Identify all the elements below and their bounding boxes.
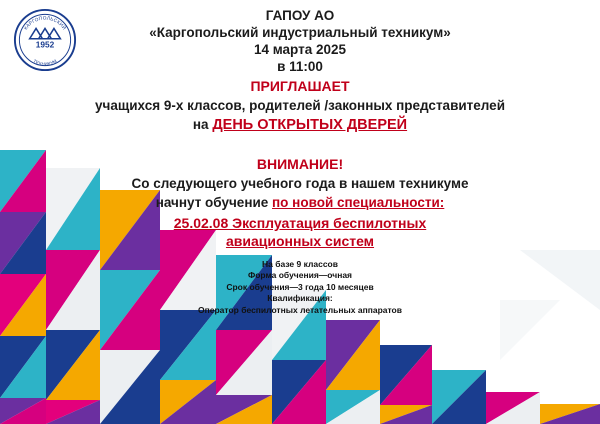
organization-short-name: ГАПОУ АО xyxy=(265,8,335,23)
next-year-plain-text: начнут обучение xyxy=(155,194,273,210)
program-details-list xyxy=(0,259,600,316)
event-date: 14 марта 2025 xyxy=(253,41,347,57)
new-specialty-accent: по новой специальности: xyxy=(272,194,445,210)
svg-text:КАРГОПОЛЬСКИЙ: КАРГОПОЛЬСКИЙ xyxy=(23,16,67,32)
open-day-line xyxy=(0,117,600,134)
svg-text:1952: 1952 xyxy=(35,39,55,50)
next-year-line-1: Со следующего учебного года в нашем техникуме xyxy=(131,175,469,191)
target-audience: учащихся 9-х классов, родителей /законных представителей xyxy=(94,98,505,114)
institution-logo-icon xyxy=(13,8,77,72)
event-time: в 11:00 xyxy=(277,58,323,74)
next-year-line-2 xyxy=(0,195,600,211)
open-day-title: ДЕНЬ ОТКРЫТЫХ ДВЕРЕЙ xyxy=(212,117,408,134)
specialty-code-and-name: 25.02.08 Эксплуатация беспилотных xyxy=(173,214,427,231)
detail-item: Срок обучения—3 года 10 месяцев xyxy=(226,281,374,292)
specialty-name-continued: авиационных систем xyxy=(225,233,375,250)
detail-item: На базе 9 классов xyxy=(262,258,338,269)
attention-heading: ВНИМАНИЕ! xyxy=(256,156,344,173)
detail-item: Оператор беспилотных летательных аппаратов xyxy=(198,304,402,315)
invitation-word: ПРИГЛАШАЕТ xyxy=(250,77,350,94)
organization-full-name: «Каргопольский индустриальный техникум» xyxy=(149,24,451,40)
detail-item: Квалификация: xyxy=(267,293,333,304)
open-day-prefix: на xyxy=(192,117,213,133)
detail-item: Форма обучения—очная xyxy=(247,270,353,281)
svg-text:ТЕХНИКУМ: ТЕХНИКУМ xyxy=(32,58,58,67)
